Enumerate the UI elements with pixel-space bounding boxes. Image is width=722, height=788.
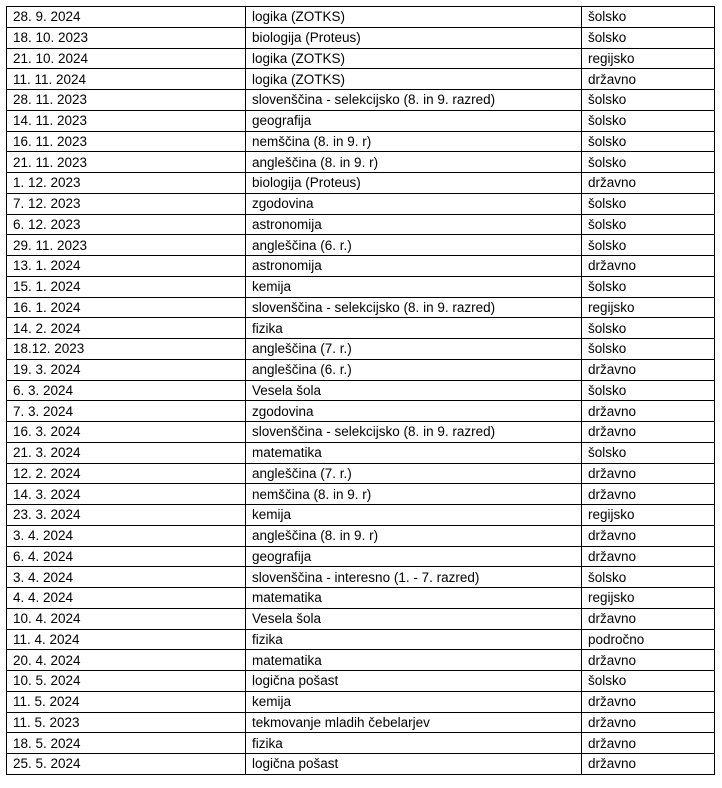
date-cell: 10. 4. 2024 — [7, 608, 246, 629]
subject-cell: logična pošast — [246, 754, 582, 775]
table-row — [7, 691, 715, 712]
level-cell: šolsko — [582, 214, 715, 235]
date-cell: 4. 4. 2024 — [7, 588, 246, 609]
subject-cell: angleščina (6. r.) — [246, 235, 582, 256]
table-body — [7, 7, 715, 775]
table-row — [7, 235, 715, 256]
table-row — [7, 422, 715, 443]
level-cell: šolsko — [582, 671, 715, 692]
subject-cell: tekmovanje mladih čebelarjev — [246, 712, 582, 733]
date-cell: 23. 3. 2024 — [7, 505, 246, 526]
table-row — [7, 712, 715, 733]
level-cell: državno — [582, 359, 715, 380]
level-cell: državno — [582, 69, 715, 90]
table-row — [7, 339, 715, 360]
table-row — [7, 110, 715, 131]
level-cell: šolsko — [582, 339, 715, 360]
date-cell: 16. 1. 2024 — [7, 297, 246, 318]
date-cell: 12. 2. 2024 — [7, 463, 246, 484]
table-row — [7, 754, 715, 775]
subject-cell: astronomija — [246, 256, 582, 277]
date-cell: 11. 11. 2024 — [7, 69, 246, 90]
subject-cell: angleščina (8. in 9. r) — [246, 152, 582, 173]
date-cell: 15. 1. 2024 — [7, 276, 246, 297]
table-row — [7, 629, 715, 650]
subject-cell: nemščina (8. in 9. r) — [246, 484, 582, 505]
level-cell: regijsko — [582, 505, 715, 526]
date-cell: 16. 3. 2024 — [7, 422, 246, 443]
level-cell: regijsko — [582, 297, 715, 318]
date-cell: 3. 4. 2024 — [7, 525, 246, 546]
subject-cell: geografija — [246, 546, 582, 567]
date-cell: 29. 11. 2023 — [7, 235, 246, 256]
level-cell: šolsko — [582, 442, 715, 463]
subject-cell: matematika — [246, 650, 582, 671]
table-row — [7, 7, 715, 28]
subject-cell: angleščina (7. r.) — [246, 463, 582, 484]
subject-cell: astronomija — [246, 214, 582, 235]
date-cell: 6. 3. 2024 — [7, 380, 246, 401]
level-cell: državno — [582, 463, 715, 484]
level-cell: državno — [582, 525, 715, 546]
subject-cell: kemija — [246, 691, 582, 712]
table-row — [7, 131, 715, 152]
level-cell: regijsko — [582, 48, 715, 69]
table-row — [7, 671, 715, 692]
subject-cell: logična pošast — [246, 671, 582, 692]
subject-cell: fizika — [246, 318, 582, 339]
subject-cell: logika (ZOTKS) — [246, 7, 582, 28]
date-cell: 10. 5. 2024 — [7, 671, 246, 692]
subject-cell: zgodovina — [246, 193, 582, 214]
subject-cell: kemija — [246, 505, 582, 526]
date-cell: 3. 4. 2024 — [7, 567, 246, 588]
date-cell: 11. 5. 2024 — [7, 691, 246, 712]
table-row — [7, 256, 715, 277]
date-cell: 18. 10. 2023 — [7, 27, 246, 48]
table-row — [7, 173, 715, 194]
subject-cell: kemija — [246, 276, 582, 297]
table-row — [7, 152, 715, 173]
table-row — [7, 48, 715, 69]
date-cell: 20. 4. 2024 — [7, 650, 246, 671]
date-cell: 13. 1. 2024 — [7, 256, 246, 277]
level-cell: šolsko — [582, 235, 715, 256]
date-cell: 7. 3. 2024 — [7, 401, 246, 422]
subject-cell: biologija (Proteus) — [246, 173, 582, 194]
table-row — [7, 608, 715, 629]
level-cell: državno — [582, 173, 715, 194]
level-cell: državno — [582, 650, 715, 671]
subject-cell: angleščina (7. r.) — [246, 339, 582, 360]
subject-cell: fizika — [246, 629, 582, 650]
table-row — [7, 546, 715, 567]
date-cell: 18. 5. 2024 — [7, 733, 246, 754]
subject-cell: Vesela šola — [246, 380, 582, 401]
table-row — [7, 276, 715, 297]
date-cell: 11. 5. 2023 — [7, 712, 246, 733]
level-cell: državno — [582, 712, 715, 733]
subject-cell: fizika — [246, 733, 582, 754]
subject-cell: slovenščina - selekcijsko (8. in 9. razred) — [246, 422, 582, 443]
date-cell: 6. 12. 2023 — [7, 214, 246, 235]
date-cell: 21. 3. 2024 — [7, 442, 246, 463]
level-cell: državno — [582, 754, 715, 775]
table-row — [7, 505, 715, 526]
table-row — [7, 297, 715, 318]
subject-cell: zgodovina — [246, 401, 582, 422]
level-cell: državno — [582, 484, 715, 505]
level-cell: šolsko — [582, 90, 715, 111]
subject-cell: angleščina (6. r.) — [246, 359, 582, 380]
subject-cell: Vesela šola — [246, 608, 582, 629]
table-row — [7, 733, 715, 754]
level-cell: šolsko — [582, 7, 715, 28]
subject-cell: logika (ZOTKS) — [246, 48, 582, 69]
level-cell: šolsko — [582, 276, 715, 297]
level-cell: državno — [582, 422, 715, 443]
level-cell: šolsko — [582, 110, 715, 131]
date-cell: 28. 11. 2023 — [7, 90, 246, 111]
table-row — [7, 214, 715, 235]
subject-cell: matematika — [246, 588, 582, 609]
table-row — [7, 27, 715, 48]
level-cell: državno — [582, 256, 715, 277]
date-cell: 16. 11. 2023 — [7, 131, 246, 152]
subject-cell: geografija — [246, 110, 582, 131]
table-row — [7, 359, 715, 380]
date-cell: 21. 10. 2024 — [7, 48, 246, 69]
level-cell: državno — [582, 401, 715, 422]
table-row — [7, 442, 715, 463]
table-row — [7, 193, 715, 214]
date-cell: 18.12. 2023 — [7, 339, 246, 360]
table-row — [7, 588, 715, 609]
date-cell: 7. 12. 2023 — [7, 193, 246, 214]
subject-cell: slovenščina - selekcijsko (8. in 9. razred) — [246, 297, 582, 318]
date-cell: 11. 4. 2024 — [7, 629, 246, 650]
table-row — [7, 484, 715, 505]
level-cell: šolsko — [582, 318, 715, 339]
table-row — [7, 463, 715, 484]
table-row — [7, 318, 715, 339]
date-cell: 6. 4. 2024 — [7, 546, 246, 567]
subject-cell: nemščina (8. in 9. r) — [246, 131, 582, 152]
date-cell: 25. 5. 2024 — [7, 754, 246, 775]
table-row — [7, 90, 715, 111]
level-cell: šolsko — [582, 131, 715, 152]
level-cell: državno — [582, 546, 715, 567]
subject-cell: matematika — [246, 442, 582, 463]
subject-cell: slovenščina - interesno (1. - 7. razred) — [246, 567, 582, 588]
level-cell: šolsko — [582, 152, 715, 173]
level-cell: šolsko — [582, 567, 715, 588]
level-cell: šolsko — [582, 193, 715, 214]
table-row — [7, 650, 715, 671]
table-row — [7, 567, 715, 588]
date-cell: 28. 9. 2024 — [7, 7, 246, 28]
level-cell: področno — [582, 629, 715, 650]
date-cell: 19. 3. 2024 — [7, 359, 246, 380]
table-row — [7, 380, 715, 401]
date-cell: 1. 12. 2023 — [7, 173, 246, 194]
level-cell: regijsko — [582, 588, 715, 609]
subject-cell: angleščina (8. in 9. r) — [246, 525, 582, 546]
subject-cell: logika (ZOTKS) — [246, 69, 582, 90]
table-row — [7, 401, 715, 422]
table-row — [7, 525, 715, 546]
subject-cell: slovenščina - selekcijsko (8. in 9. razred) — [246, 90, 582, 111]
date-cell: 14. 2. 2024 — [7, 318, 246, 339]
level-cell: državno — [582, 733, 715, 754]
level-cell: državno — [582, 691, 715, 712]
date-cell: 21. 11. 2023 — [7, 152, 246, 173]
competition-table — [6, 6, 715, 775]
subject-cell: biologija (Proteus) — [246, 27, 582, 48]
level-cell: šolsko — [582, 380, 715, 401]
level-cell: šolsko — [582, 27, 715, 48]
level-cell: državno — [582, 608, 715, 629]
date-cell: 14. 11. 2023 — [7, 110, 246, 131]
table-row — [7, 69, 715, 90]
date-cell: 14. 3. 2024 — [7, 484, 246, 505]
